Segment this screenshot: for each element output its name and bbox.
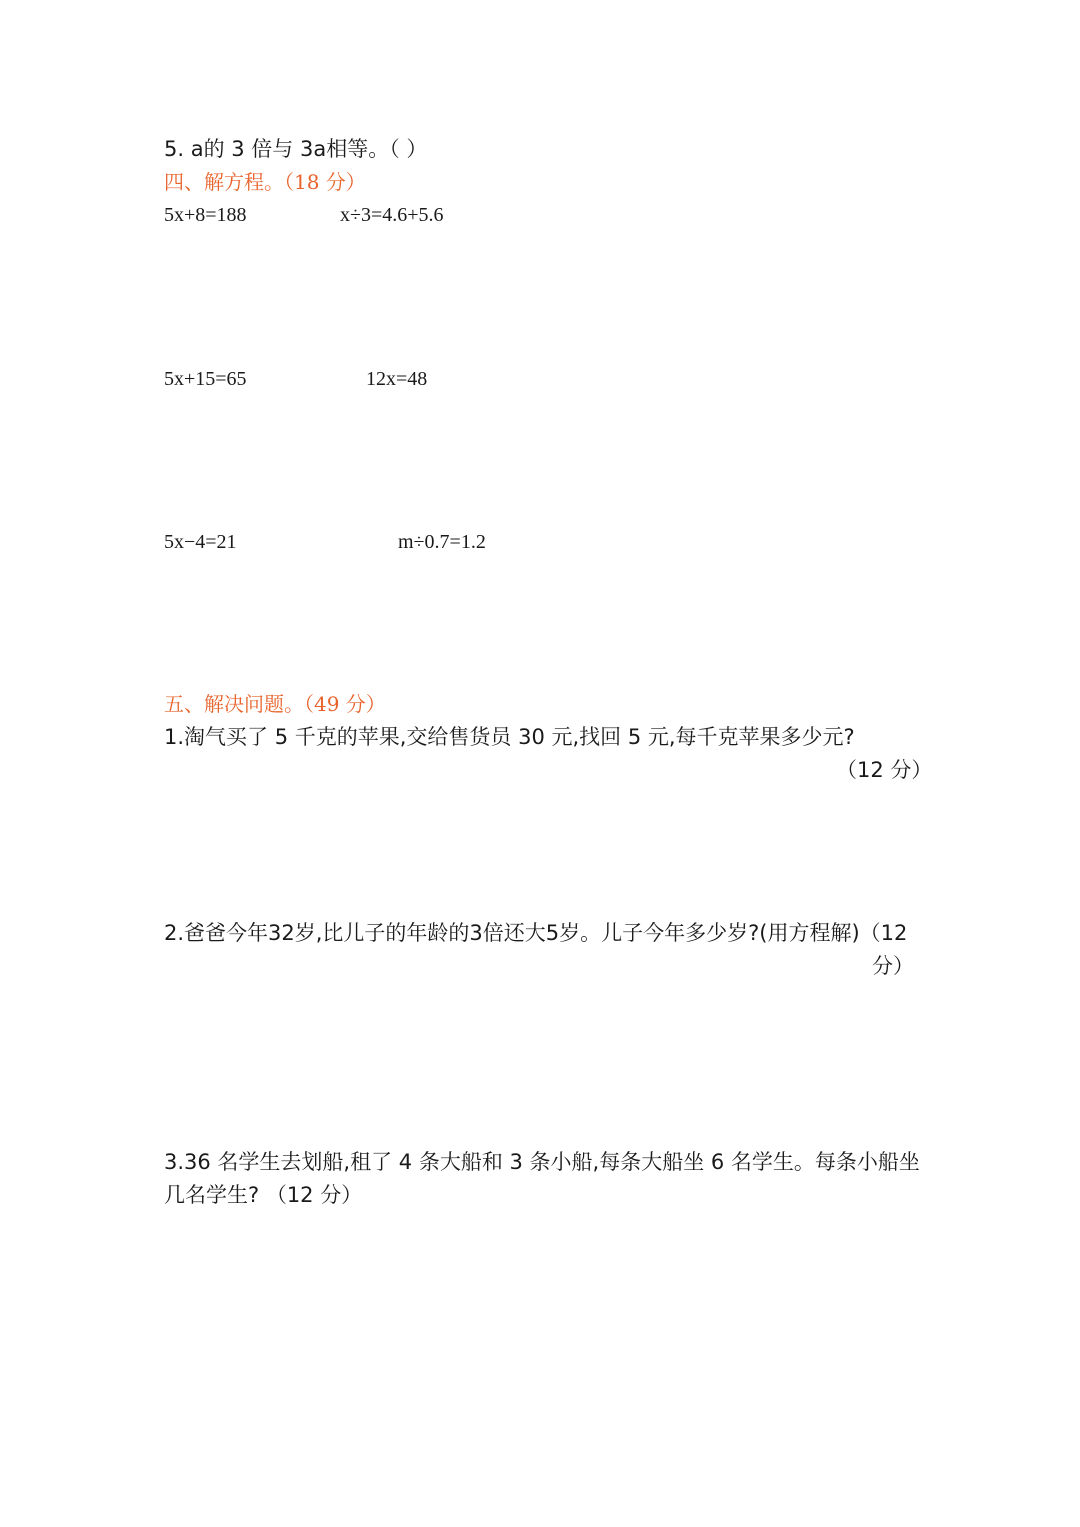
equation-4: 12x=48: [366, 368, 428, 390]
problem-3: 3.36 名学生去划船,租了 4 条大船和 3 条小船,每条大船坐 6 名学生。每条小船坐: [164, 1150, 920, 1174]
equation-3: 5x+15=65: [164, 368, 247, 390]
equation-5: 5x−4=21: [164, 531, 237, 553]
problem-3-continuation: 几名学生? （12 分）: [164, 1183, 363, 1207]
problem-2-continuation: 分）: [872, 954, 914, 978]
question-5: 5. a的 3 倍与 3a相等。（ ）: [164, 137, 428, 161]
equation-6: m÷0.7=1.2: [398, 531, 486, 553]
equation-2: x÷3=4.6+5.6: [340, 204, 444, 226]
problem-1: 1.淘气买了 5 千克的苹果,交给售货员 30 元,找回 5 元,每千克苹果多少元?: [164, 725, 855, 749]
equation-1: 5x+8=188: [164, 204, 247, 226]
section-5-title: 五、解决问题。（49 分）: [164, 692, 386, 716]
section-4-title: 四、解方程。（18 分）: [164, 170, 366, 194]
problem-1-score: （12 分）: [836, 758, 933, 782]
problem-2: 2.爸爸今年32岁,比儿子的年龄的3倍还大5岁。儿子今年多少岁?(用方程解)（12: [164, 921, 908, 945]
